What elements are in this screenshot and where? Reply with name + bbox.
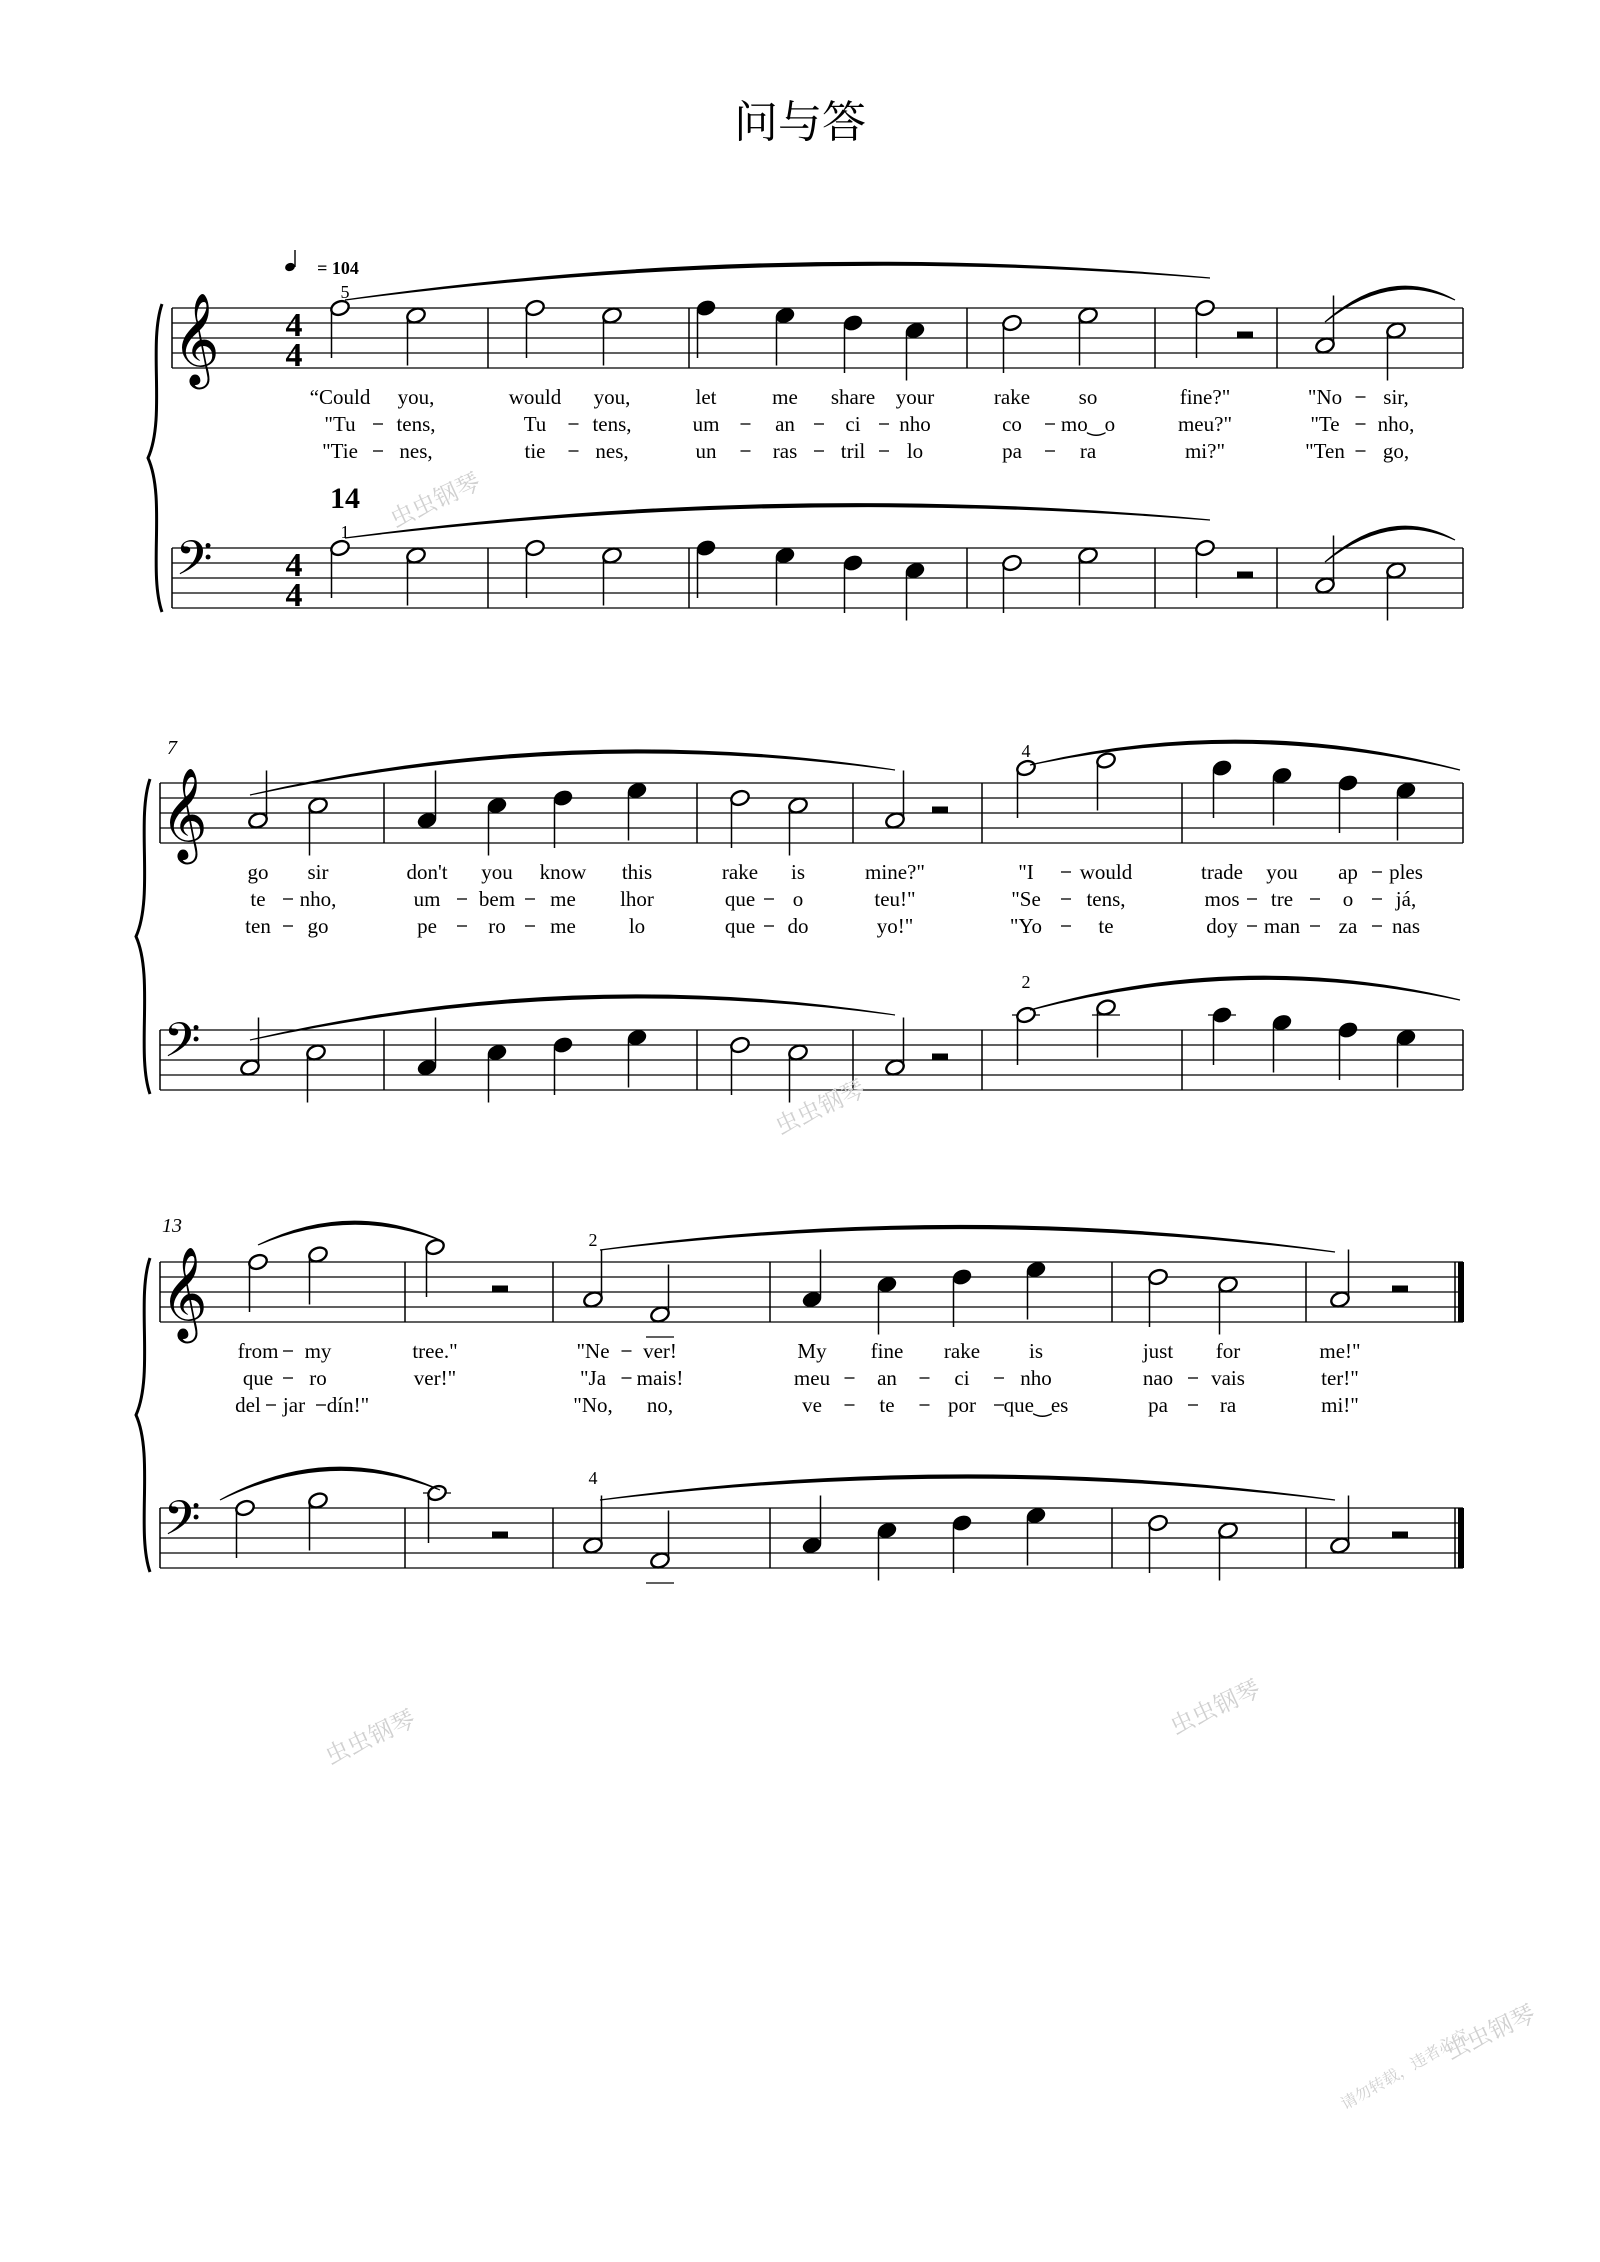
final-barline (1458, 1262, 1464, 1322)
lyric-syllable: o (792, 887, 804, 911)
lyric-syllable: lo (628, 914, 646, 938)
lyric-syllable: is (1028, 1339, 1044, 1363)
bass-clef: 𝄢 (163, 1012, 201, 1080)
time-signature: 4 (285, 337, 303, 374)
half-rest (1392, 1532, 1408, 1538)
lyric-syllable: mine?" (865, 860, 925, 884)
page-title: 问与答 (734, 97, 866, 148)
watermark: 虫虫钢琴 (1440, 1999, 1540, 2066)
half-note (1001, 314, 1023, 333)
lyric-syllable: go (307, 914, 329, 938)
half-rest (492, 1532, 508, 1538)
lyric-syllable: this (621, 860, 653, 884)
lyric-syllable: ro (488, 914, 506, 938)
lyric-syllable: tree." (412, 1339, 458, 1363)
lyric-syllable: tens, (396, 412, 436, 436)
half-note (1314, 336, 1336, 355)
half-note (307, 1491, 329, 1510)
half-note (1077, 546, 1099, 565)
lyric-syllable: teu!" (874, 887, 916, 911)
quarter-note (1271, 766, 1293, 785)
half-note (649, 1305, 671, 1324)
half-note (405, 546, 427, 565)
measure-number: 7 (167, 737, 177, 759)
lyric-syllable: tens, (592, 412, 632, 436)
lyric-syllable: que (724, 914, 756, 938)
fingering: 2 (588, 1230, 598, 1250)
half-note (601, 306, 623, 325)
slur (345, 504, 1210, 538)
quarter-note (801, 1290, 823, 1309)
lyric-syllable: por (948, 1393, 976, 1417)
bass-clef: 𝄢 (175, 530, 213, 598)
lyric-syllable: un (695, 439, 717, 463)
lyric-syllable: nas (1392, 914, 1420, 938)
half-note (1385, 321, 1407, 340)
fingering: 4 (1021, 741, 1031, 761)
lyric-syllable: sir, (1383, 385, 1409, 409)
lyric-syllable: my (304, 1339, 332, 1363)
lyric-syllable: que (724, 887, 756, 911)
slur (600, 1475, 1335, 1500)
quarter-note (951, 1268, 973, 1287)
quarter-note (1211, 759, 1233, 778)
half-note (1329, 1536, 1351, 1555)
lyric-syllable: just (1142, 1339, 1174, 1363)
lyric-syllable: is (790, 860, 806, 884)
watermark: 虫虫钢琴 (385, 467, 485, 534)
lyric-syllable: would (508, 385, 562, 409)
lyric-syllable: mos (1204, 887, 1240, 911)
lyric-syllable: no, (646, 1393, 674, 1417)
tempo-marking: = 104 (317, 258, 359, 278)
quarter-note (1337, 774, 1359, 793)
quarter-note (1025, 1260, 1047, 1279)
half-note (305, 1043, 327, 1062)
half-note (729, 789, 751, 808)
half-note (405, 306, 427, 325)
rehearsal-number: 14 (330, 482, 360, 515)
quarter-note (1271, 1013, 1293, 1032)
lyric-syllable: me!" (1319, 1339, 1361, 1363)
treble-clef: 𝄞 (160, 1246, 208, 1339)
lyric-syllable: "Tu (324, 412, 356, 436)
lyric-syllable: would (1079, 860, 1133, 884)
lyric-syllable: "I (1018, 860, 1034, 884)
half-note (1001, 554, 1023, 573)
brace (136, 779, 150, 1094)
quarter-note (904, 321, 926, 340)
lyric-syllable: dín!" (326, 1393, 370, 1417)
quarter-note (695, 299, 717, 318)
watermark-notice: 请勿转载，违者必究 (1337, 2025, 1472, 2114)
slur (258, 1221, 440, 1245)
half-note (787, 1043, 809, 1062)
lyric-syllable: ples (1389, 860, 1423, 884)
lyric-syllable: ver!" (413, 1366, 457, 1390)
slur (1325, 526, 1455, 562)
half-note (239, 1058, 261, 1077)
lyric-syllable: um (413, 887, 441, 911)
lyric-syllable: mais! (636, 1366, 684, 1390)
half-rest (492, 1286, 508, 1292)
half-note (1217, 1521, 1239, 1540)
half-note (247, 811, 269, 830)
half-note (424, 1238, 446, 1257)
lyric-syllable: que (242, 1366, 274, 1390)
lyric-syllable: lhor (620, 887, 654, 911)
lyric-syllable: ra (1079, 439, 1097, 463)
time-signature: 4 (285, 307, 303, 344)
quarter-note (1211, 1006, 1233, 1025)
lyric-syllable: mi!" (1321, 1393, 1359, 1417)
lyric-syllable: za (1338, 914, 1358, 938)
half-note (1095, 998, 1117, 1017)
lyric-syllable: My (797, 1339, 827, 1363)
half-note (247, 1253, 269, 1272)
quarter-note (951, 1514, 973, 1533)
lyric-syllable: ve (802, 1393, 822, 1417)
quarter-note (1395, 1028, 1417, 1047)
lyric-syllable: já, (1395, 887, 1417, 911)
lyric-syllable: "No (1307, 385, 1343, 409)
watermark: 虫虫钢琴 (1165, 1674, 1265, 1741)
half-note (787, 796, 809, 815)
half-note (1147, 1514, 1169, 1533)
lyric-syllable: go, (1382, 439, 1410, 463)
lyric-syllable: rake (943, 1339, 981, 1363)
lyric-syllable: you (1266, 860, 1298, 884)
half-note (601, 546, 623, 565)
lyric-syllable: nes, (399, 439, 433, 463)
half-note (884, 1058, 906, 1077)
lyric-syllable: te (1098, 914, 1114, 938)
measure-number: 13 (162, 1215, 182, 1237)
lyric-syllable: um (692, 412, 720, 436)
lyric-syllable: let (695, 385, 717, 409)
quarter-note (416, 1058, 438, 1077)
lyric-syllable: te (879, 1393, 895, 1417)
lyric-syllable: ver! (643, 1339, 677, 1363)
half-note (234, 1499, 256, 1518)
half-rest (932, 1054, 948, 1060)
lyric-syllable: from (237, 1339, 279, 1363)
lyric-syllable: ro (309, 1366, 327, 1390)
lyric-syllable: tril (840, 439, 866, 463)
half-note (582, 1290, 604, 1309)
lyric-syllable: ter!" (1321, 1366, 1359, 1390)
lyric-syllable: man (1263, 914, 1301, 938)
half-note (1077, 306, 1099, 325)
lyric-syllable: pe (417, 914, 437, 938)
quarter-note (552, 1036, 574, 1055)
half-note (1217, 1275, 1239, 1294)
quarter-note (552, 789, 574, 808)
quarter-note (695, 539, 717, 558)
quarter-note (774, 546, 796, 565)
lyric-syllable: que‿es (1003, 1393, 1069, 1417)
quarter-note (774, 306, 796, 325)
lyric-syllable: rake (993, 385, 1031, 409)
half-note (649, 1551, 671, 1570)
lyric-syllable: do (787, 914, 809, 938)
half-rest (1237, 332, 1253, 338)
half-note (307, 796, 329, 815)
fingering: 2 (1021, 972, 1031, 992)
lyric-syllable: nho, (1377, 412, 1415, 436)
half-note (524, 299, 546, 318)
half-rest (932, 807, 948, 813)
time-signature: 4 (285, 577, 303, 614)
lyric-syllable: ci (954, 1366, 970, 1390)
quarter-note (904, 561, 926, 580)
quarter-note (842, 554, 864, 573)
brace (136, 1258, 150, 1572)
lyric-syllable: meu (793, 1366, 831, 1390)
lyric-syllable: rake (721, 860, 759, 884)
slur (250, 995, 895, 1040)
lyric-syllable: o (1342, 887, 1354, 911)
lyric-syllable: go (247, 860, 269, 884)
lyric-syllable: jar (282, 1393, 306, 1417)
lyric-syllable: ra (1219, 1393, 1237, 1417)
quarter-note (1337, 1021, 1359, 1040)
half-note (1385, 561, 1407, 580)
lyric-syllable: "No, (573, 1393, 613, 1417)
lyric-syllable: share (830, 385, 876, 409)
half-rest (1237, 572, 1253, 578)
quarter-note (801, 1536, 823, 1555)
lyric-syllable: "Se (1011, 887, 1041, 911)
lyric-syllable: you, (397, 385, 435, 409)
slur (345, 262, 1210, 300)
lyric-syllable: me (550, 914, 576, 938)
lyric-syllable: know (539, 860, 587, 884)
lyric-syllable: tre (1270, 887, 1294, 911)
lyric-syllable: pa (1002, 439, 1022, 463)
tempo-note-icon (284, 262, 296, 273)
quarter-note (876, 1521, 898, 1540)
half-note (1015, 759, 1037, 778)
lyric-syllable: an (775, 412, 795, 436)
half-note (1329, 1290, 1351, 1309)
lyric-syllable: sir (307, 860, 329, 884)
lyric-syllable: ci (845, 412, 861, 436)
lyric-syllable: “Could (309, 385, 371, 409)
lyric-syllable: nao (1142, 1366, 1174, 1390)
lyric-syllable: trade (1201, 860, 1243, 884)
quarter-note (1395, 781, 1417, 800)
lyric-syllable: ten (245, 914, 271, 938)
lyric-syllable: fine?" (1179, 385, 1231, 409)
lyric-syllable: tie (524, 439, 546, 463)
lyric-syllable: Tu (523, 412, 547, 436)
lyric-syllable: doy (1206, 914, 1238, 938)
half-note (524, 539, 546, 558)
lyric-syllable: ap (1338, 860, 1358, 884)
fingering: 5 (340, 282, 350, 302)
final-barline (1458, 1508, 1464, 1568)
lyric-syllable: del (235, 1393, 261, 1417)
half-note (1314, 576, 1336, 595)
lyric-syllable: yo!" (876, 914, 914, 938)
treble-clef: 𝄞 (172, 292, 220, 385)
lyric-syllable: you (481, 860, 513, 884)
half-rest (1392, 1286, 1408, 1292)
lyric-syllable: mi?" (1184, 439, 1226, 463)
half-note (1147, 1268, 1169, 1287)
quarter-note (626, 781, 648, 800)
quarter-note (416, 811, 438, 830)
brace (148, 304, 162, 612)
lyric-syllable: your (895, 385, 935, 409)
lyric-syllable: meu?" (1177, 412, 1233, 436)
lyric-syllable: don't (406, 860, 448, 884)
slur (1325, 286, 1455, 322)
lyric-syllable: "Ten (1305, 439, 1345, 463)
quarter-note (842, 314, 864, 333)
half-note (884, 811, 906, 830)
lyric-syllable: nho (1020, 1366, 1052, 1390)
slur (1030, 740, 1460, 770)
slur (1030, 976, 1460, 1010)
lyric-syllable: bem (478, 887, 516, 911)
lyric-syllable: nes, (595, 439, 629, 463)
half-note (1095, 751, 1117, 770)
lyric-syllable: lo (906, 439, 924, 463)
time-signature: 4 (285, 547, 303, 584)
quarter-note (876, 1275, 898, 1294)
lyric-syllable: me (550, 887, 576, 911)
lyric-syllable: tens, (1086, 887, 1126, 911)
lyric-syllable: co (1002, 412, 1022, 436)
slur (220, 1467, 440, 1500)
quarter-note (1025, 1506, 1047, 1525)
fingering: 1 (340, 522, 350, 542)
lyric-syllable: "Ne (576, 1339, 610, 1363)
lyric-syllable: me (772, 385, 798, 409)
lyric-syllable: "Yo (1009, 914, 1043, 938)
lyric-syllable: nho (899, 412, 931, 436)
lyric-syllable: "Ja (579, 1366, 607, 1390)
lyric-syllable: ras (772, 439, 798, 463)
lyric-syllable: you, (593, 385, 631, 409)
watermark: 虫虫钢琴 (320, 1704, 420, 1771)
half-note (1194, 299, 1216, 318)
lyric-syllable: for (1215, 1339, 1241, 1363)
lyric-syllable: te (250, 887, 266, 911)
lyric-syllable: "Te (1310, 412, 1340, 436)
half-note (582, 1536, 604, 1555)
lyric-syllable: "Tie (322, 439, 358, 463)
watermark: 虫虫钢琴 (770, 1074, 870, 1141)
quarter-note (626, 1028, 648, 1047)
half-note (729, 1036, 751, 1055)
lyric-syllable: an (877, 1366, 897, 1390)
half-note (1194, 539, 1216, 558)
lyric-syllable: vais (1211, 1366, 1245, 1390)
treble-clef: 𝄞 (160, 767, 208, 860)
lyric-syllable: fine (870, 1339, 904, 1363)
quarter-note (486, 796, 508, 815)
lyric-syllable: pa (1148, 1393, 1168, 1417)
quarter-note (486, 1043, 508, 1062)
slur (600, 1225, 1335, 1252)
slur (250, 750, 895, 795)
fingering: 4 (588, 1468, 598, 1488)
lyric-syllable: so (1078, 385, 1098, 409)
lyric-syllable: nho, (299, 887, 337, 911)
bass-clef: 𝄢 (163, 1490, 201, 1558)
lyric-syllable: mo‿o (1060, 412, 1116, 436)
half-note (307, 1245, 329, 1264)
